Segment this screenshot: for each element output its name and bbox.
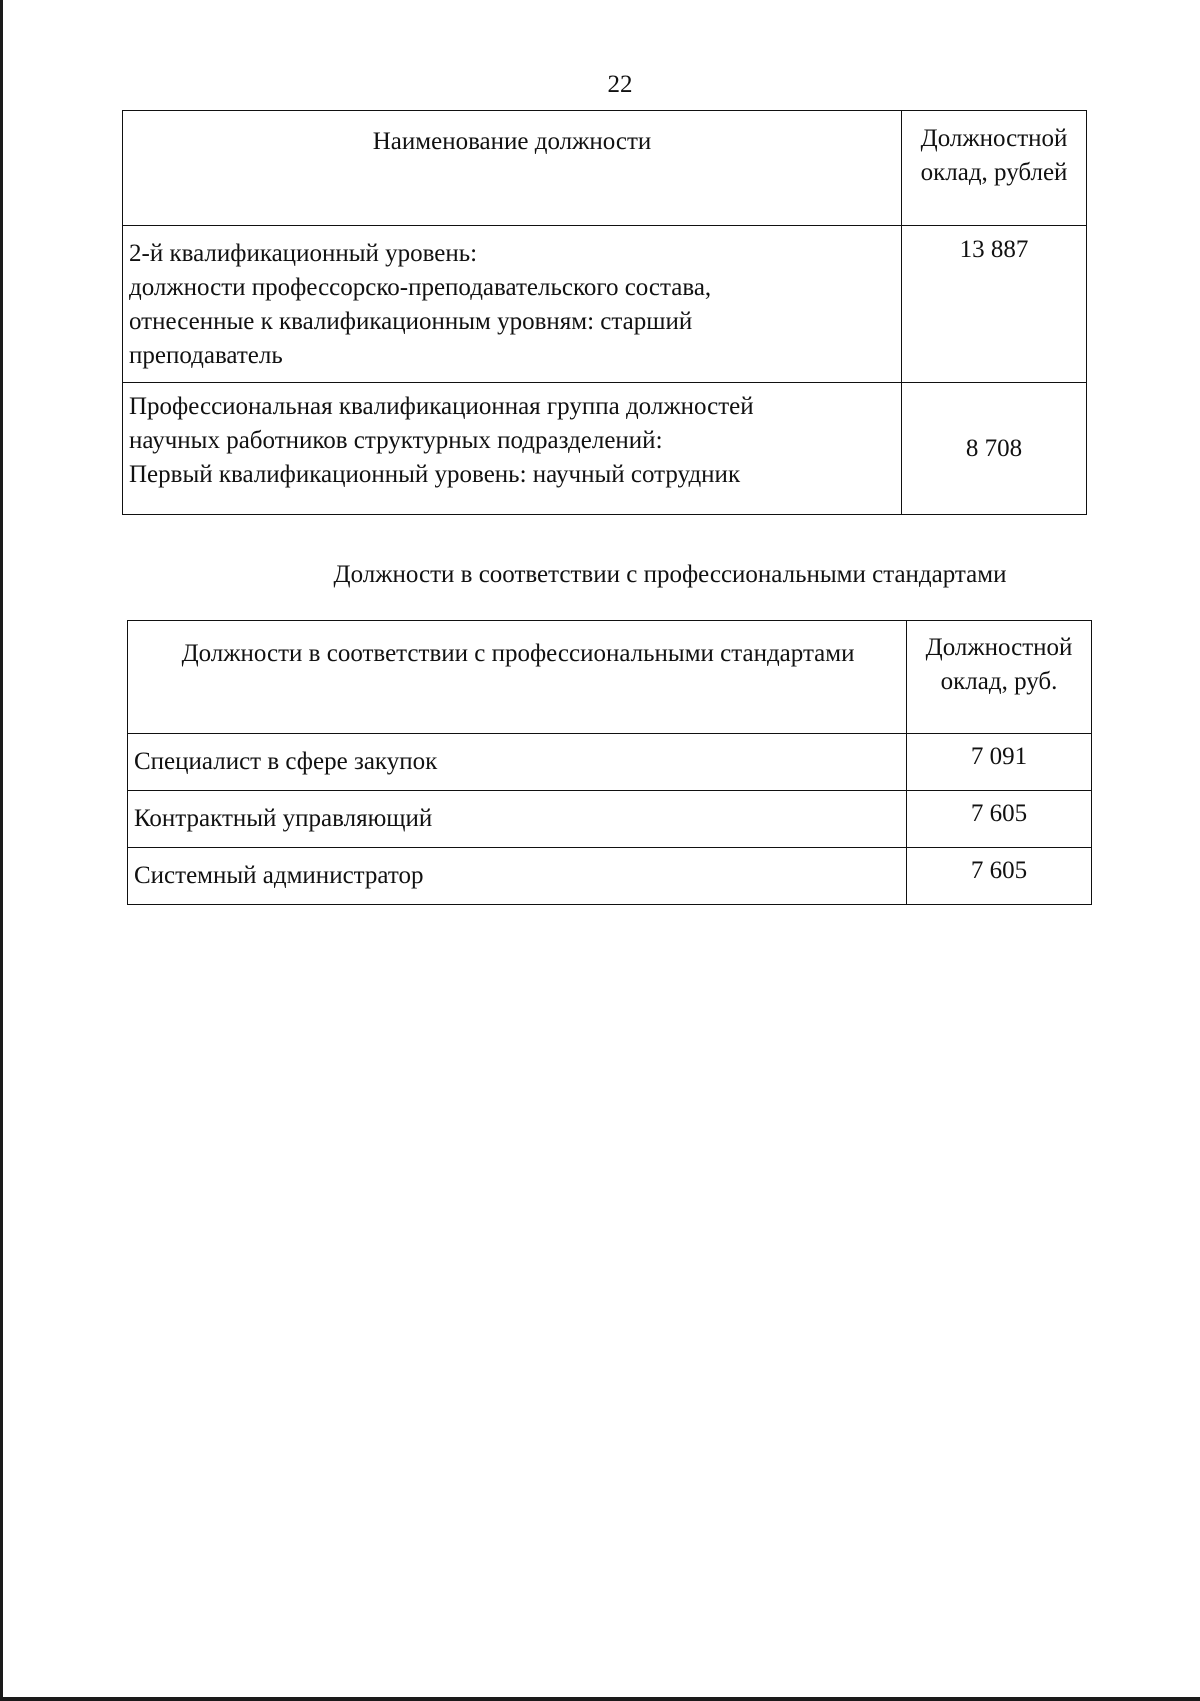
salary-cell: 7 091 [907, 734, 1092, 791]
page-number: 22 [607, 71, 633, 98]
table-row [123, 226, 1087, 383]
table-header-row [128, 621, 1092, 734]
header-salary-line: оклад, рублей [920, 159, 1068, 186]
position-name-cell: Специалист в сфере закупок [128, 734, 907, 791]
salary-cell: 13 887 [902, 226, 1087, 383]
scan-edge-bottom [0, 1697, 1200, 1701]
table-row [128, 734, 1092, 791]
position-name-cell [123, 383, 902, 515]
header-salary-line: Должностной [925, 634, 1073, 661]
position-text-line: 2-й квалификационный уровень: [129, 240, 478, 267]
position-text-line: преподаватель [129, 342, 283, 369]
salary-cell: 7 605 [907, 791, 1092, 848]
position-text-line: должности профессорско-преподавательского состава, [129, 274, 712, 301]
header-salary [907, 621, 1092, 734]
table-row [128, 848, 1092, 905]
salary-cell: 7 605 [907, 848, 1092, 905]
header-salary-line: Должностной [920, 125, 1068, 152]
table-header-row [123, 111, 1087, 226]
position-name-cell: Системный администратор [128, 848, 907, 905]
scan-edge-left [0, 0, 3, 1701]
section-title: Должности в соответствии с профессиональными стандартами [333, 561, 1007, 588]
position-name-cell: Контрактный управляющий [128, 791, 907, 848]
position-text-line: Профессиональная квалификационная группа должностей [129, 393, 754, 420]
header-salary-line: оклад, руб. [940, 668, 1058, 695]
positions-salary-table [122, 110, 1087, 515]
header-position-name: Наименование должности [123, 111, 902, 226]
position-text-line: отнесенные к квалификационным уровням: старший [129, 308, 693, 335]
position-name-cell [123, 226, 902, 383]
header-salary [902, 111, 1087, 226]
table-row [128, 791, 1092, 848]
table-row [123, 383, 1087, 515]
salary-cell: 8 708 [902, 383, 1087, 515]
position-text-line: научных работников структурных подразделений: [129, 427, 663, 454]
position-text-line: Первый квалификационный уровень: научный сотрудник [129, 461, 741, 488]
professional-standards-table [127, 620, 1092, 905]
header-position-name: Должности в соответствии с профессиональными стандартами [128, 621, 907, 734]
